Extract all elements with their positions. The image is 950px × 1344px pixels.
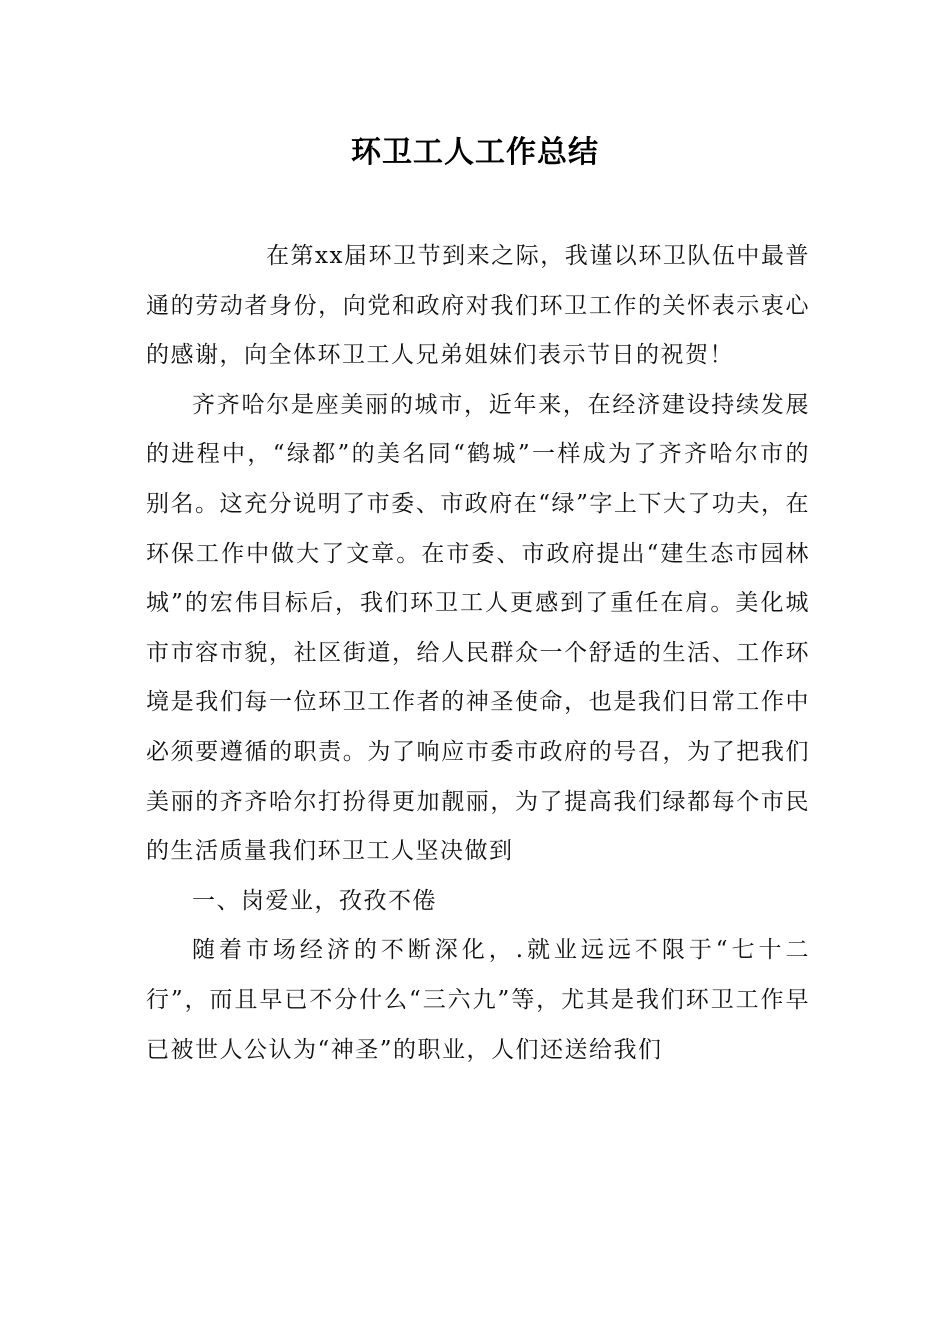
paragraph-intro: 在第xx届环卫节到来之际，我谨以环卫队伍中最普通的劳动者身份，向党和政府对我们环卫工作的关怀表示衷心的感谢，向全体环卫工人兄弟姐妹们表示节日的祝贺！ xyxy=(146,243,810,369)
document-body xyxy=(146,232,810,1075)
document-title: 环卫工人工作总结 xyxy=(351,135,599,170)
paragraph-market: 随着市场经济的不断深化，.就业远远不限于“七十二行”，而且早已不分什么“三六九”等，尤其是我们环卫工作早已被世人公认为“神圣”的职业，人们还送给我们 xyxy=(146,937,810,1063)
paragraph-city: 齐齐哈尔是座美丽的城市，近年来，在经济建设持续发展的进程中，“绿都”的美名同“鹤城”一样成为了齐齐哈尔市的别名。这充分说明了市委、市政府在“绿”字上下大了功夫，在环保工作中做大了文章。在市委、市政府提出“建生态市园林城”的宏伟目标后，我们环卫工人更感到了重任在肩。美化城市市容市貌，社区街道，给人民群众一个舒适的生活、工作环境是我们每一位环卫工作者的神圣使命，也是我们日常工作中必须要遵循的职责。为了响应市委市政府的号召，为了把我们美丽的齐齐哈尔打扮得更加靓丽，为了提高我们绿都每个市民的生活质量我们环卫工人坚决做到 xyxy=(146,391,810,865)
section-heading-1: 一、岗爱业，孜孜不倦 xyxy=(192,887,437,914)
